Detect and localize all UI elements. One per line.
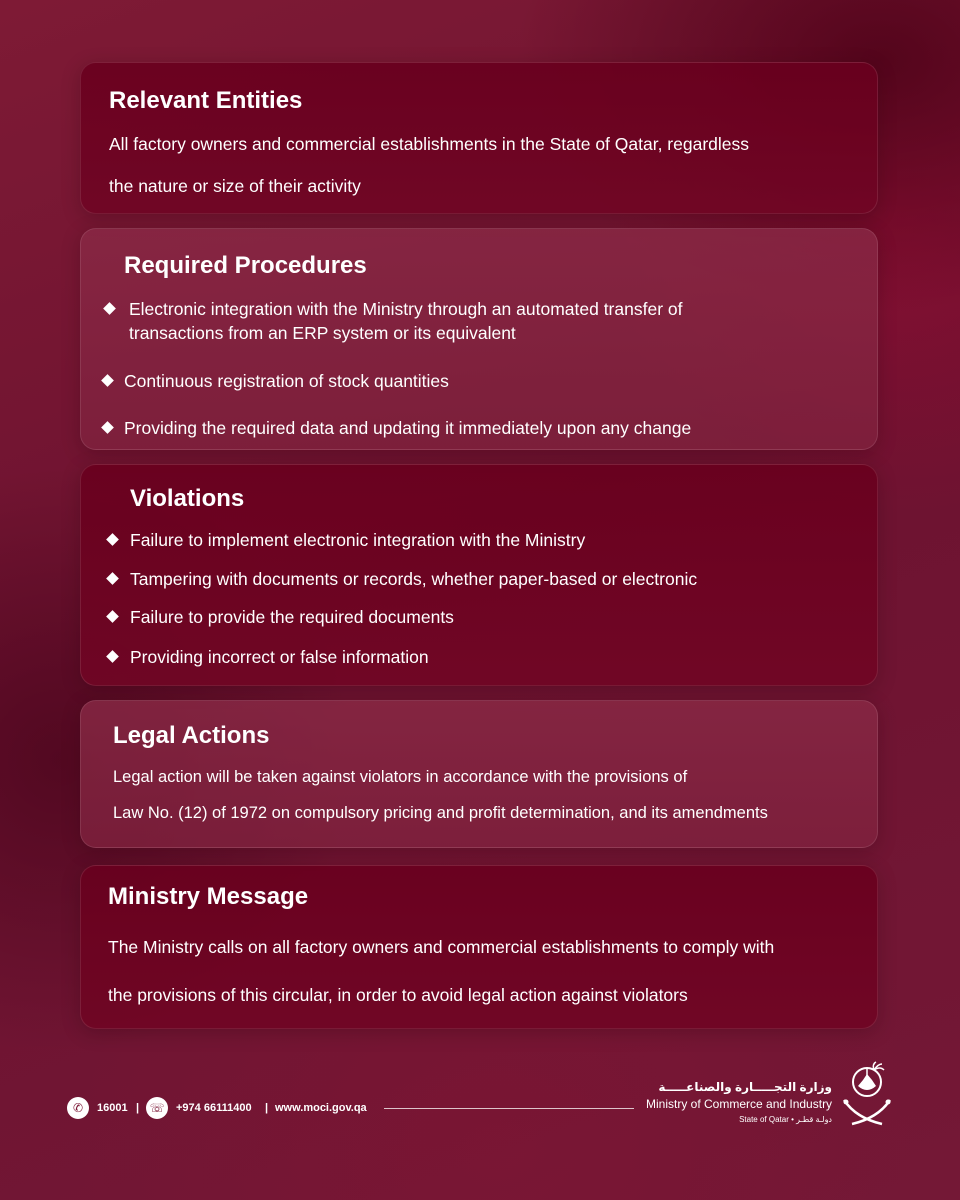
- relevant-entities-title: Relevant Entities: [109, 87, 303, 114]
- whatsapp-icon: ☏: [146, 1097, 168, 1119]
- phone-number: 16001: [97, 1102, 128, 1114]
- violation-item-3: Failure to provide the required documents: [130, 607, 454, 627]
- bullet-diamond-icon: [106, 572, 119, 585]
- state-of-qatar: State of Qatar • دولـة قطـر: [739, 1115, 832, 1124]
- legal-actions-line-1: Legal action will be taken against violators in accordance with the provisions of: [113, 768, 688, 786]
- procedure-item-1: Electronic integration with the Ministry through an automated transfer of: [129, 299, 683, 319]
- relevant-entities-line-1: All factory owners and commercial establishments in the State of Qatar, regardless: [109, 134, 750, 154]
- website-link[interactable]: www.moci.gov.qa: [275, 1102, 367, 1114]
- procedure-item-2: Continuous registration of stock quantities: [124, 371, 449, 391]
- relevant-entities-card: [80, 62, 878, 214]
- bullet-diamond-icon: [106, 533, 119, 546]
- footer-divider: [384, 1108, 634, 1109]
- violations-card: [80, 464, 878, 686]
- ministry-message-card: [80, 865, 878, 1029]
- phone-icon: ✆: [67, 1097, 89, 1119]
- legal-actions-card: [80, 700, 878, 848]
- relevant-entities-line-2: the nature or size of their activity: [109, 176, 361, 196]
- footer-separator: |: [136, 1102, 140, 1114]
- bullet-diamond-icon: [101, 421, 114, 434]
- ministry-message-line-1: The Ministry calls on all factory owners and commercial establishments to comply with: [108, 937, 775, 957]
- bullet-diamond-icon: [106, 650, 119, 663]
- procedure-item-3: Providing the required data and updating it immediately upon any change: [124, 418, 692, 438]
- required-procedures-title: Required Procedures: [124, 252, 367, 279]
- ministry-name-arabic: وزارة التجـــــارة والصناعـــــة: [658, 1080, 832, 1094]
- legal-actions-title: Legal Actions: [113, 722, 270, 749]
- violation-item-2: Tampering with documents or records, whether paper-based or electronic: [130, 569, 698, 589]
- violation-item-4: Providing incorrect or false information: [130, 647, 429, 667]
- required-procedures-card: [80, 228, 878, 450]
- violation-item-1: Failure to implement electronic integration with the Ministry: [130, 530, 586, 550]
- whatsapp-number: +974 66111400: [176, 1102, 252, 1114]
- procedure-item-1-cont: transactions from an ERP system or its equivalent: [129, 323, 516, 343]
- ministry-message-line-2: the provisions of this circular, in order to avoid legal action against violators: [108, 985, 688, 1005]
- violations-title: Violations: [130, 485, 245, 512]
- legal-actions-line-2: Law No. (12) of 1972 on compulsory pricing and profit determination, and its amendments: [113, 804, 768, 822]
- qatar-emblem: [836, 1060, 898, 1132]
- ministry-message-title: Ministry Message: [108, 883, 309, 910]
- bullet-diamond-icon: [103, 302, 116, 315]
- ministry-name-english: Ministry of Commerce and Industry: [646, 1097, 833, 1111]
- footer-separator: |: [265, 1102, 269, 1114]
- bullet-diamond-icon: [101, 374, 114, 387]
- bullet-diamond-icon: [106, 610, 119, 623]
